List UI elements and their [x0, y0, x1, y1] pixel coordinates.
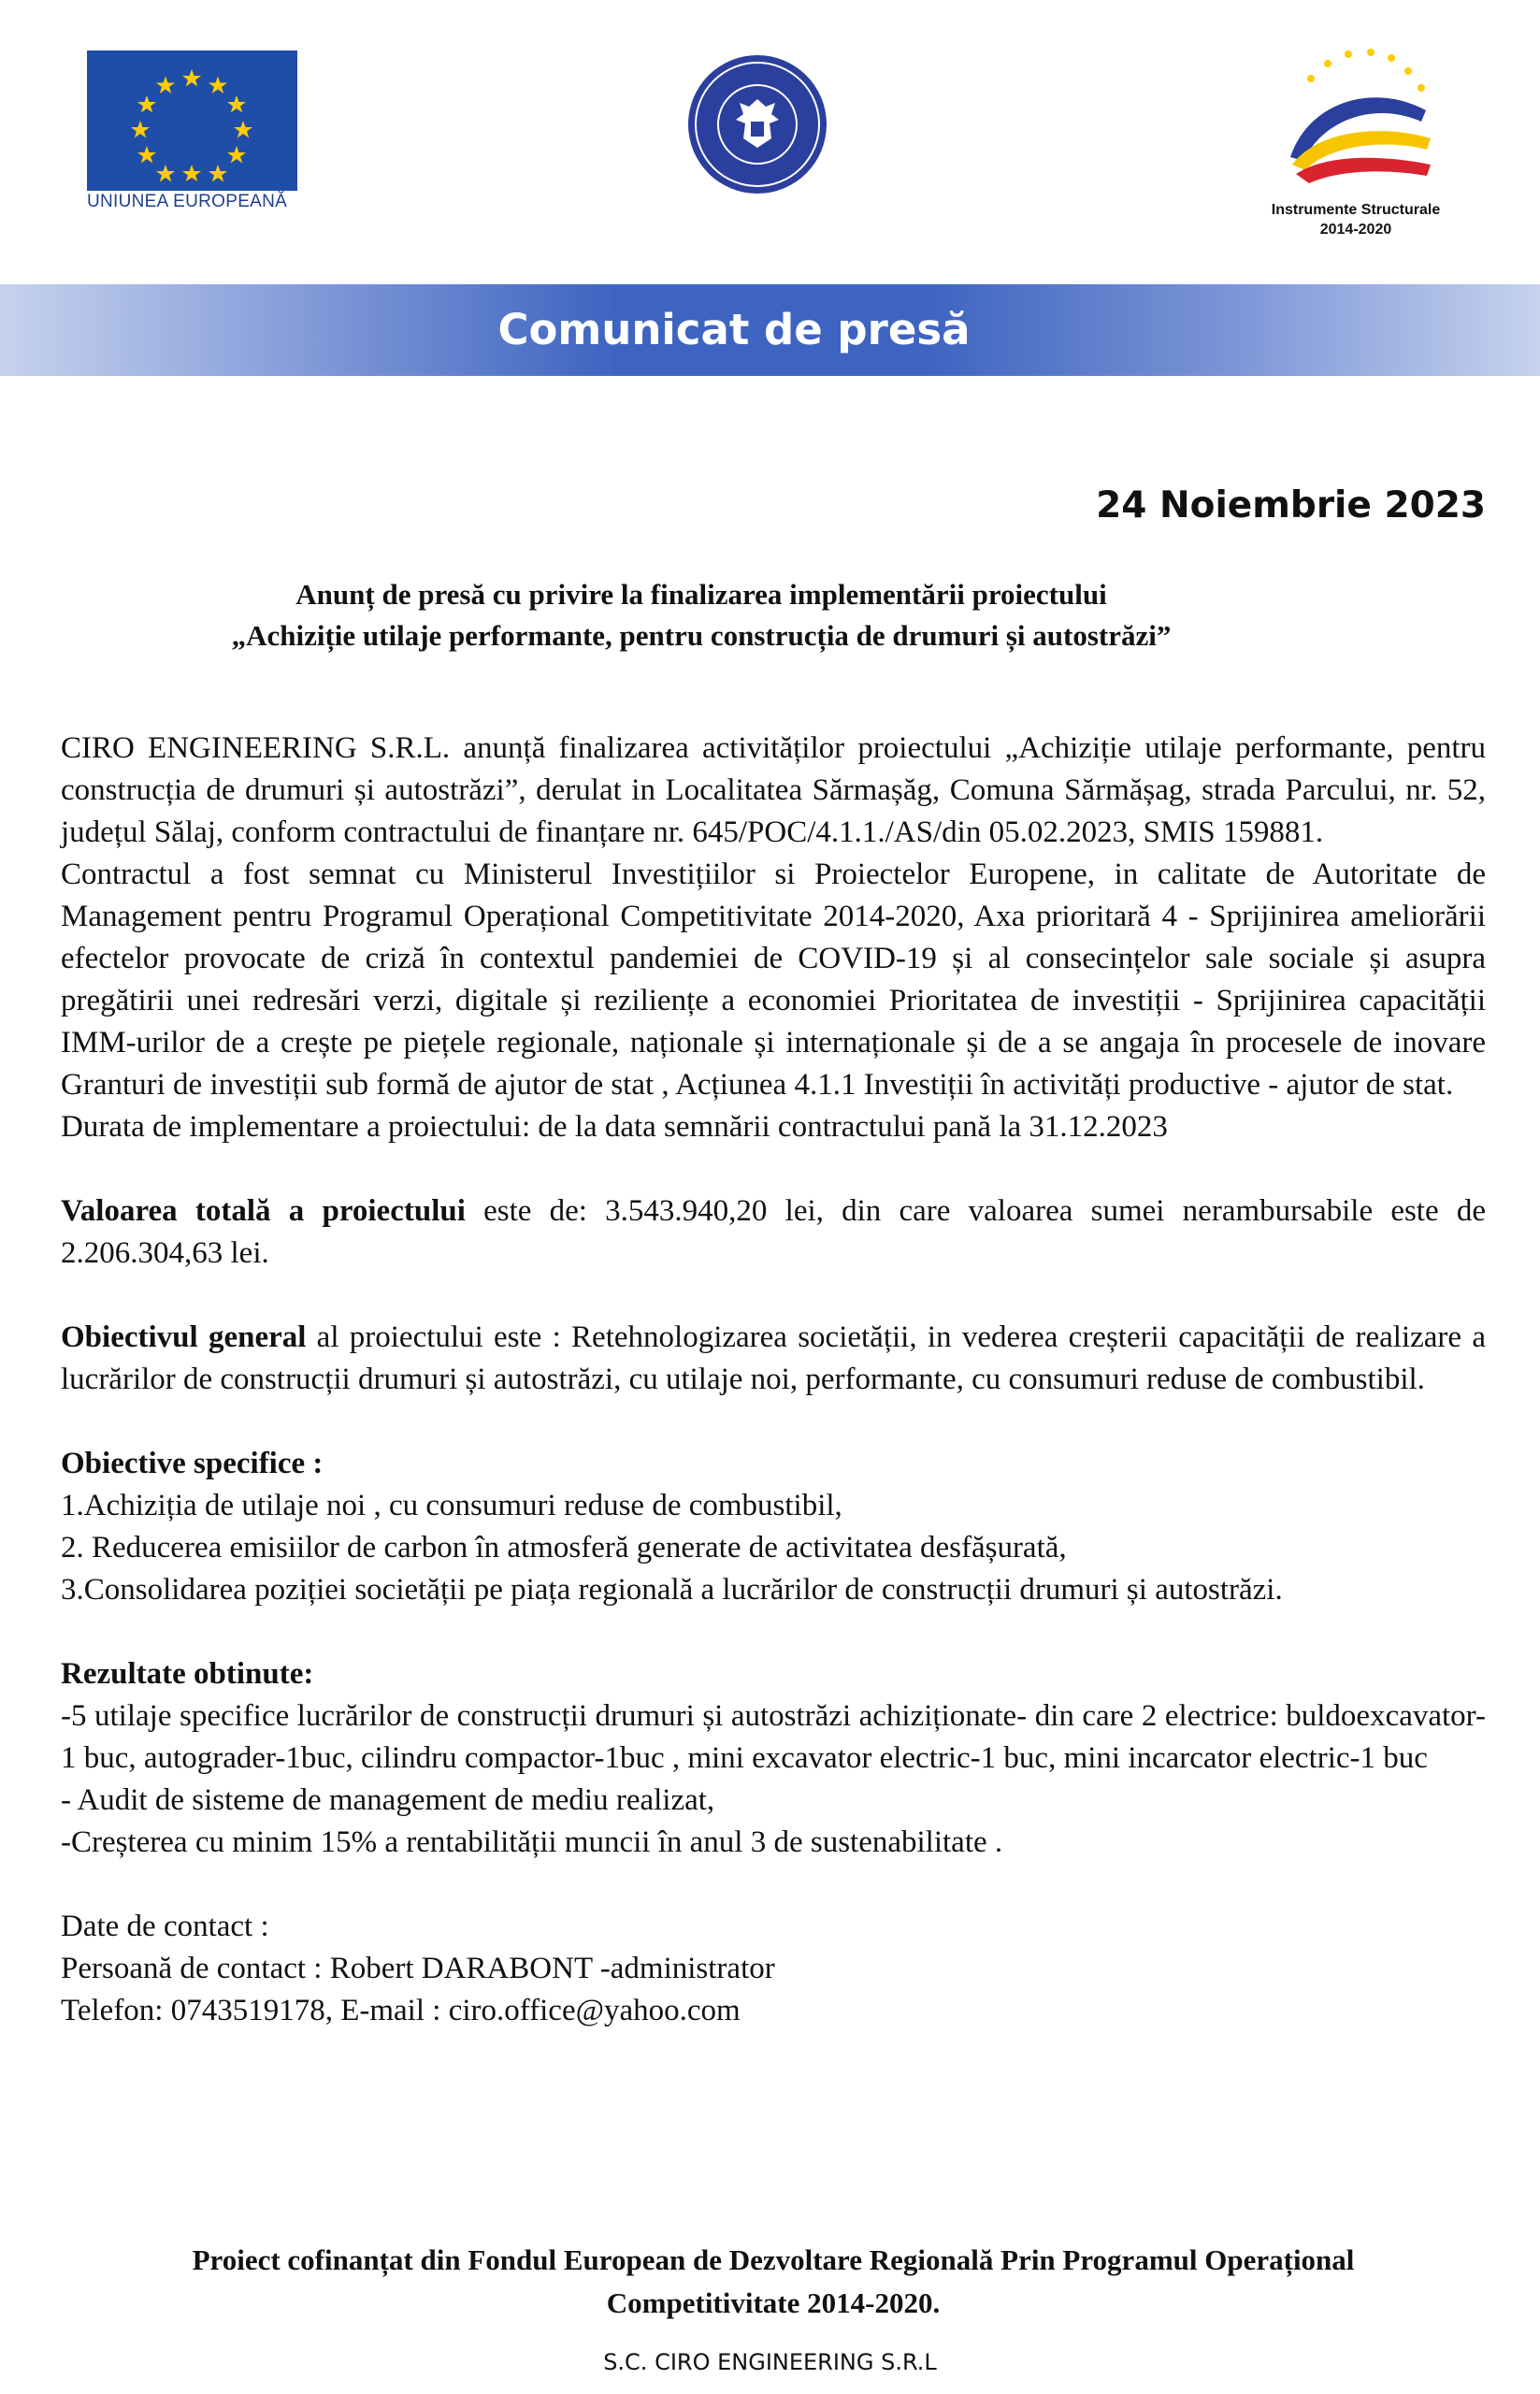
banner-title: Comunicat de presă: [497, 305, 971, 354]
result-item: -Creșterea cu minim 15% a rentabilității muncii în anul 3 de sustenabilitate .: [61, 1825, 1003, 1859]
value-label: Valoarea totală a proiectului: [61, 1194, 466, 1228]
specific-item: 1.Achiziția de utilaje noi , cu consumuri reduse de combustibil,: [61, 1489, 842, 1522]
contact-person: Persoană de contact : Robert DARABONT -administrator: [61, 1952, 775, 1985]
company-footer: S.C. CIRO ENGINEERING S.R.L: [603, 2349, 937, 2375]
specific-heading: Obiective specifice :: [61, 1447, 324, 1480]
headline: [61, 574, 1342, 656]
cofinancing-line1: Proiect cofinanțat din Fondul European de Dezvoltare Regională Prin Programul Operațional: [192, 2243, 1355, 2276]
eu-caption: UNIUNEA EUROPEANĂ: [87, 192, 288, 211]
is-caption-line2: 2014-2020: [1319, 222, 1392, 238]
cofinancing-line2: Competitivitate 2014-2020.: [606, 2286, 941, 2319]
objective-label: Obiectivul general: [61, 1320, 307, 1354]
result-item: - Audit de sisteme de management de mediu realizat,: [61, 1783, 715, 1817]
intro-paragraph: CIRO ENGINEERING S.R.L. anunță finalizarea activităților proiectului „Achiziție utilaje performante, pentru construcția de drumuri și autostrăzi”, derulat in Localitatea Sărmașăg, Comuna Sărmășag, strada Parcului, nr. 52, județul Sălaj, conform contractului de finanțare nr. 645/POC/4.1.1./AS/din 05.02.2023, SMIS 159881.: [61, 731, 1486, 849]
result-item: -5 utilaje specifice lucrărilor de construcții drumuri și autostrăzi achiziționate- din care 2 electrice: buldoexcavator-1 buc, autograder-1buc, cilindru compactor-1buc , mini excavator electric-1 buc, mini incarcator electric-1 buc: [61, 1699, 1486, 1775]
contact-heading: Date de contact :: [61, 1910, 269, 1943]
results-heading: Rezultate obtinute:: [61, 1657, 314, 1691]
release-date: 24 Noiembrie 2023: [1096, 484, 1486, 526]
specific-item: 3.Consolidarea poziției societății pe piața regională a lucrărilor de construcții drumuri și autostrăzi.: [61, 1573, 1283, 1607]
headline-line1: Anunț de presă cu privire la finalizarea implementării proiectului: [295, 578, 1107, 611]
cofinancing-note: [61, 2239, 1486, 2325]
contact-phone: Telefon: 0743519178, E-mail : ciro.office@yahoo.com: [61, 1994, 741, 2027]
press-release-body: [61, 728, 1486, 2032]
logo-strip: [0, 0, 1540, 271]
romanian-government-seal: [685, 52, 829, 196]
structural-instruments-icon: [1272, 45, 1440, 195]
value-text: este de: 3.543.940,20 lei, din care valoarea sumei nerambursabile este de 2.206.304,63 lei.: [61, 1194, 1486, 1270]
objective-text: al proiectului este : Retehnologizarea societății, in vederea creșterii capacității de realizare a lucrărilor de construcții drumuri și autostrăzi, cu utilaje noi, performante, cu consumuri reduse de combustibil.: [61, 1320, 1486, 1396]
specific-item: 2. Reducerea emisiilor de carbon în atmosferă generate de activitatea desfășurată,: [61, 1531, 1067, 1565]
instrumente-structurale-logo: [1272, 45, 1440, 195]
contract-paragraph: Contractul a fost semnat cu Ministerul Investițiilor si Proiectelor Europene, in calitate de Autoritate de Management pentru Programul Operațional Competitivitate 2014-2020, Axa prioritară 4 - Sprijinirea ameliorării efectelor provocate de criză în contextul pandemiei de COVID-19 și al consecințelor sale sociale și asupra pregătirii unei redresări verzi, digitale și reziliențe a economiei Prioritatea de investiții - Sprijinirea capacității IMM-urilor de a crește pe piețele regionale, naționale și internaționale și de a se angaja în procesele de inovare Granturi de investiții sub formă de ajutor de stat , Acțiunea 4.1.1 Investiții în activități productive - ajutor de stat.: [61, 858, 1486, 1102]
press-release-banner: [0, 284, 1540, 376]
eu-flag-logo: [87, 50, 297, 191]
eu-stars-icon: [87, 50, 297, 191]
instrumente-structurale-caption: [1216, 200, 1496, 239]
value-paragraph: [61, 1190, 1486, 1275]
headline-line2: „Achiziție utilaje performante, pentru construcția de drumuri și autostrăzi”: [231, 619, 1172, 652]
is-caption-line1: Instrumente Structurale: [1271, 202, 1441, 218]
duration-paragraph: Durata de implementare a proiectului: de la data semnării contractului pană la 31.12.2023: [61, 1110, 1168, 1144]
government-seal-icon: [685, 52, 829, 196]
objective-paragraph: [61, 1317, 1486, 1401]
